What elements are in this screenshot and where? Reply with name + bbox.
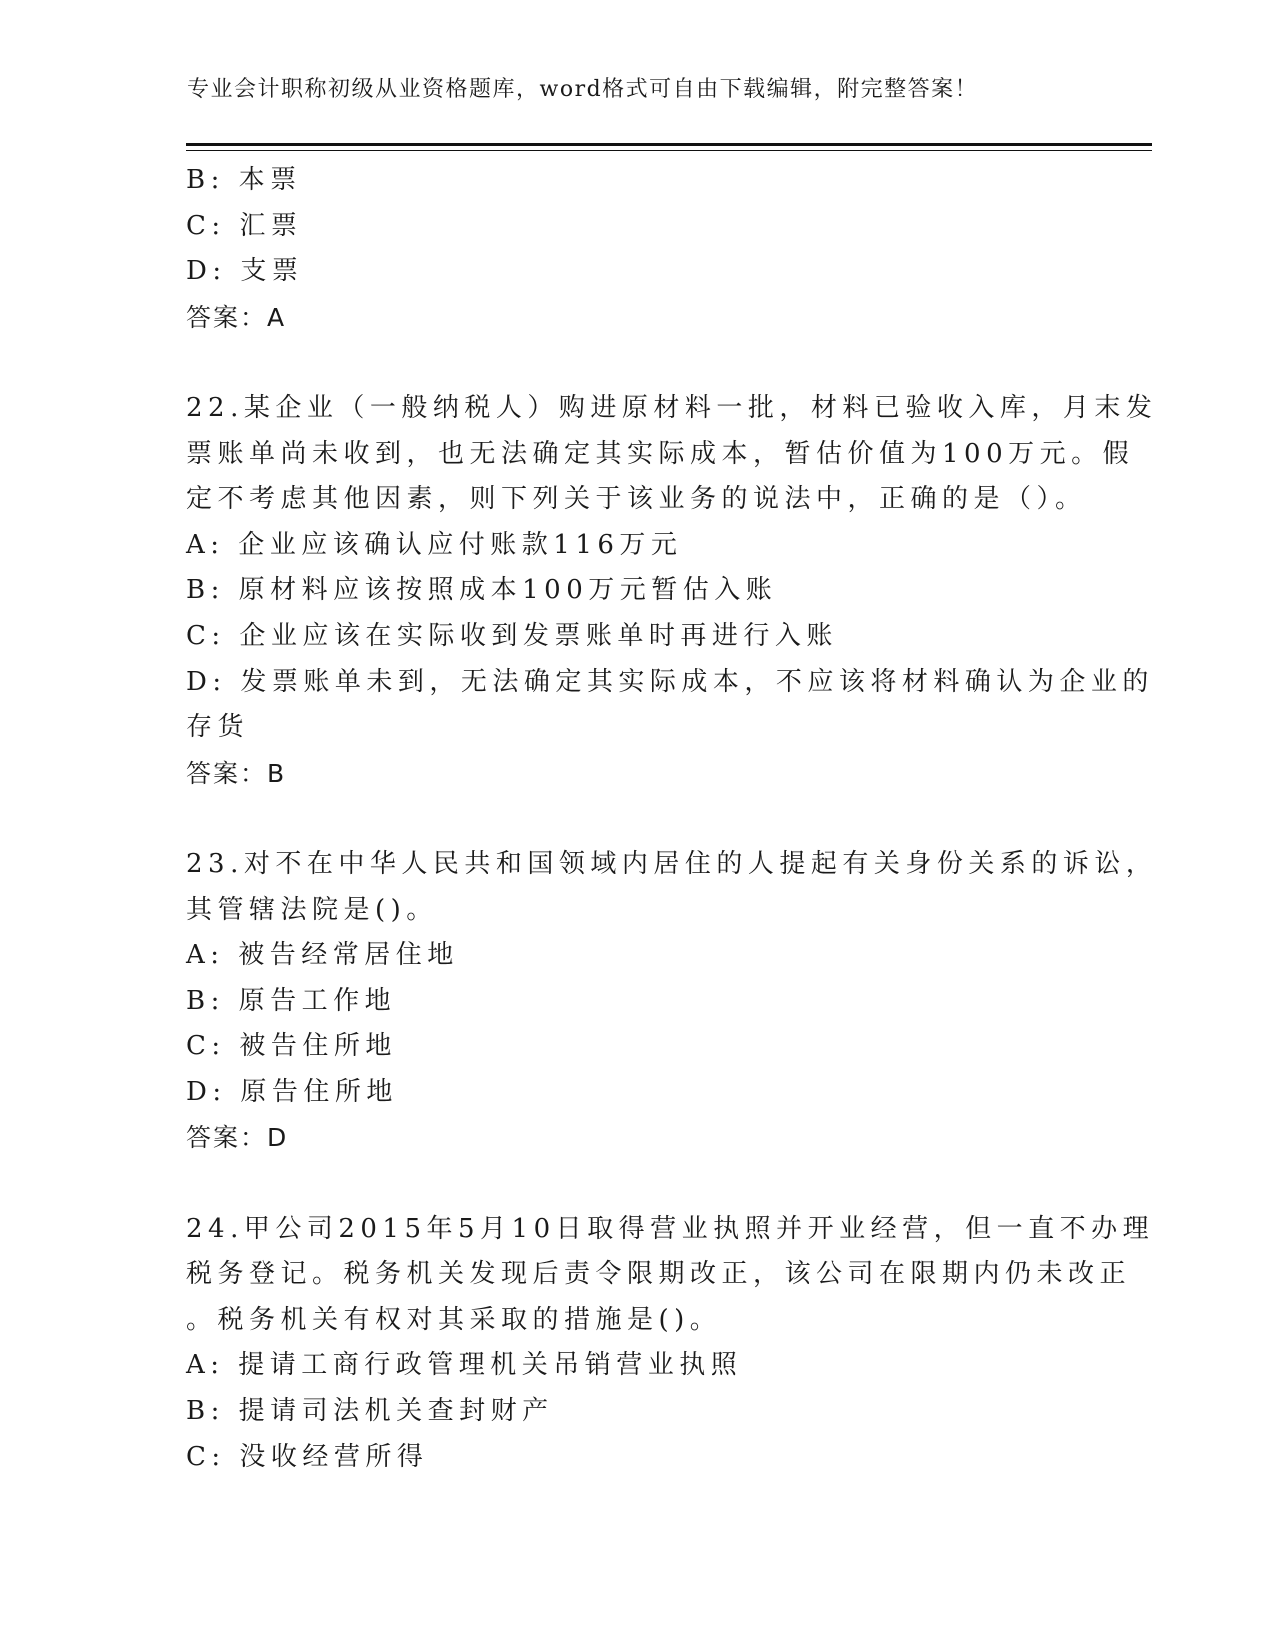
- answer: 答案：A: [186, 302, 287, 332]
- question-text: 其管辖法院是()。: [186, 894, 438, 925]
- option-c: C: 企业应该在实际收到发票账单时再进行入账: [186, 620, 838, 651]
- option-d: D: 发票账单未到，无法确定其实际成本，不应该将材料确认为企业的: [186, 666, 1154, 697]
- option-a: A: 提请工商行政管理机关吊销营业执照: [186, 1350, 743, 1381]
- option-c: C: 没收经营所得: [186, 1441, 429, 1472]
- prev-question-block: [186, 158, 1086, 340]
- option-b: B: 原告工作地: [186, 985, 397, 1016]
- option-d-continued: 存货: [186, 712, 250, 743]
- option-b: B: 原材料应该按照成本100万元暂估入账: [186, 575, 778, 606]
- question-22: [186, 386, 1158, 796]
- option-a: A: 被告经常居住地: [186, 940, 459, 971]
- answer: 答案：B: [186, 758, 287, 788]
- question-text: 。税务机关有权对其采取的措施是()。: [186, 1304, 722, 1335]
- question-text: 票账单尚未收到，也无法确定其实际成本，暂估价值为100万元。假: [186, 438, 1135, 469]
- header-rule-thin: [186, 150, 1152, 151]
- option-c: C: 被告住所地: [186, 1031, 397, 1062]
- option-c: C: 汇票: [186, 210, 303, 241]
- option-a: A: 企业应该确认应付账款116万元: [186, 529, 683, 560]
- question-text: 23.对不在中华人民共和国领域内居住的人提起有关身份关系的诉讼，: [186, 848, 1158, 879]
- option-b: B: 提请司法机关查封财产: [186, 1396, 554, 1427]
- question-23: [186, 842, 1158, 1161]
- document-body: [186, 158, 1158, 1480]
- header-rule-thick: [186, 143, 1152, 146]
- question-text: 税务登记。税务机关发现后责令限期改正，该公司在限期内仍未改正: [186, 1259, 1132, 1290]
- question-24: [186, 1207, 1155, 1481]
- option-b: B: 本票: [186, 165, 302, 195]
- page-header: 专业会计职称初级从业资格题库，word格式可自由下载编辑，附完整答案！: [187, 77, 979, 102]
- option-d: D: 原告住所地: [186, 1076, 398, 1107]
- option-d: D: 支票: [186, 256, 304, 287]
- answer: 答案：D: [186, 1123, 289, 1153]
- question-text: 24.甲公司2015年5月10日取得营业执照并开业经营，但一直不办理: [186, 1213, 1155, 1244]
- question-text: 22.某企业（一般纳税人）购进原材料一批，材料已验收入库，月末发: [186, 392, 1158, 423]
- question-text: 定不考虑其他因素，则下列关于该业务的说法中，正确的是（）。: [186, 484, 1087, 515]
